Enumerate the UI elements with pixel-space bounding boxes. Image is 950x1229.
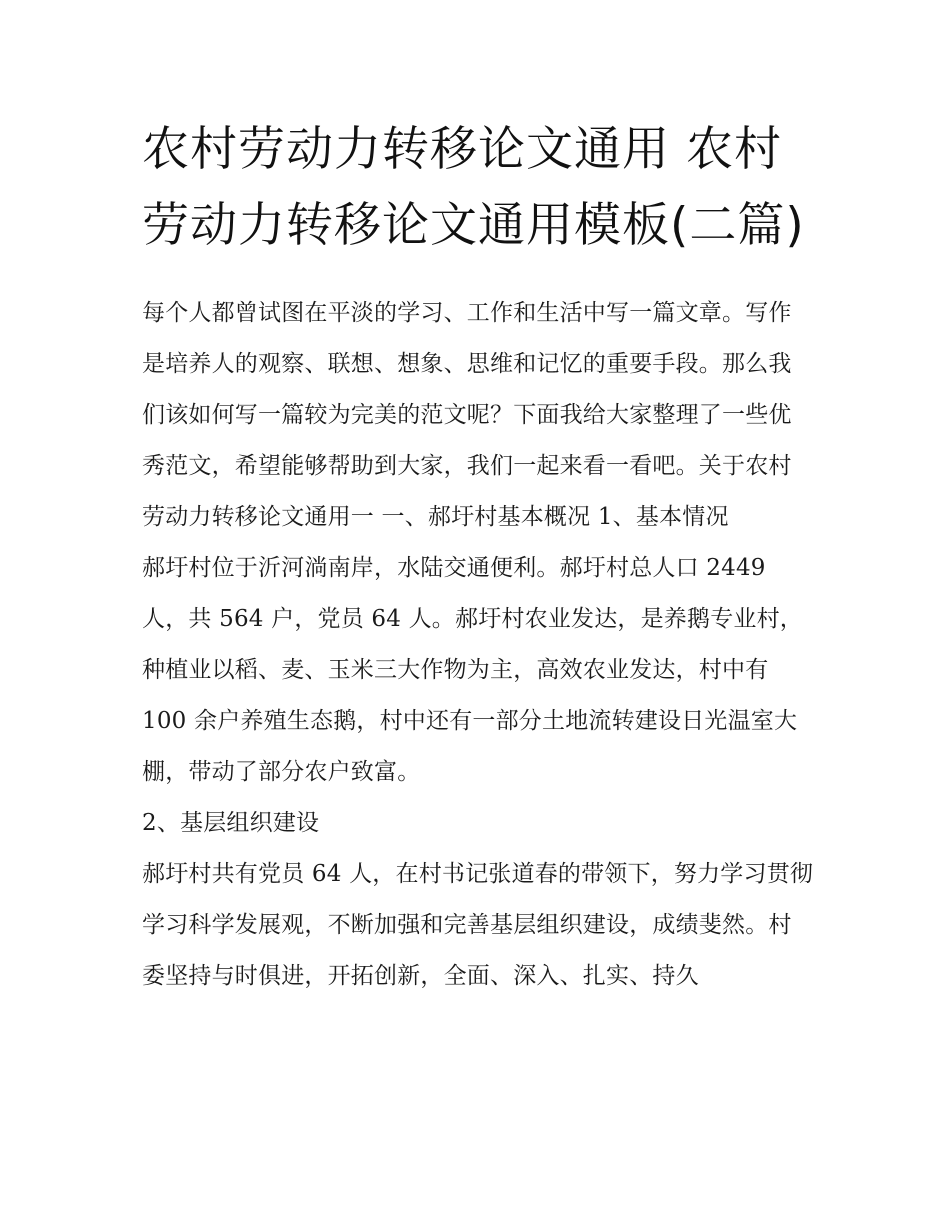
paragraph-intro: 每个人都曾试图在平淡的学习、工作和生活中写一篇文章。写作是培养人的观察、联想、想象、思维和记忆的重要手段。那么我们该如何写一篇较为完美的范文呢？下面我给大家整理了一些优秀范文，希望能够帮助到大家，我们一起来看一看吧。关于农村劳动力转移论文通用一 一、郝圩村基本概况 1、基本情况	[142, 300, 792, 530]
document-body	[142, 288, 814, 1002]
paragraph-village-overview: 郝圩村位于沂河淌南岸，水陆交通便利。郝圩村总人口 2449 人，共 564 户，党员 64 人。郝圩村农业发达，是养鹅专业村，种植业以稻、麦、玉米三大作物为主，高效农业发达，村中有 100 余户养殖生态鹅，村中还有一部分土地流转建设日光温室大棚，带动了部分农户致富。	[142, 555, 804, 785]
document-page	[142, 112, 814, 1002]
paragraph-grassroots: 郝圩村共有党员 64 人，在村书记张道春的带领下，努力学习贯彻学习科学发展观，不断加强和完善基层组织建设，成绩斐然。村委坚持与时俱进，开拓创新，全面、深入、扎实、持久	[142, 861, 814, 989]
document-title: 农村劳动力转移论文通用 农村劳动力转移论文通用模板(二篇)	[142, 122, 805, 253]
section-heading-grassroots: 2、基层组织建设	[142, 810, 320, 836]
